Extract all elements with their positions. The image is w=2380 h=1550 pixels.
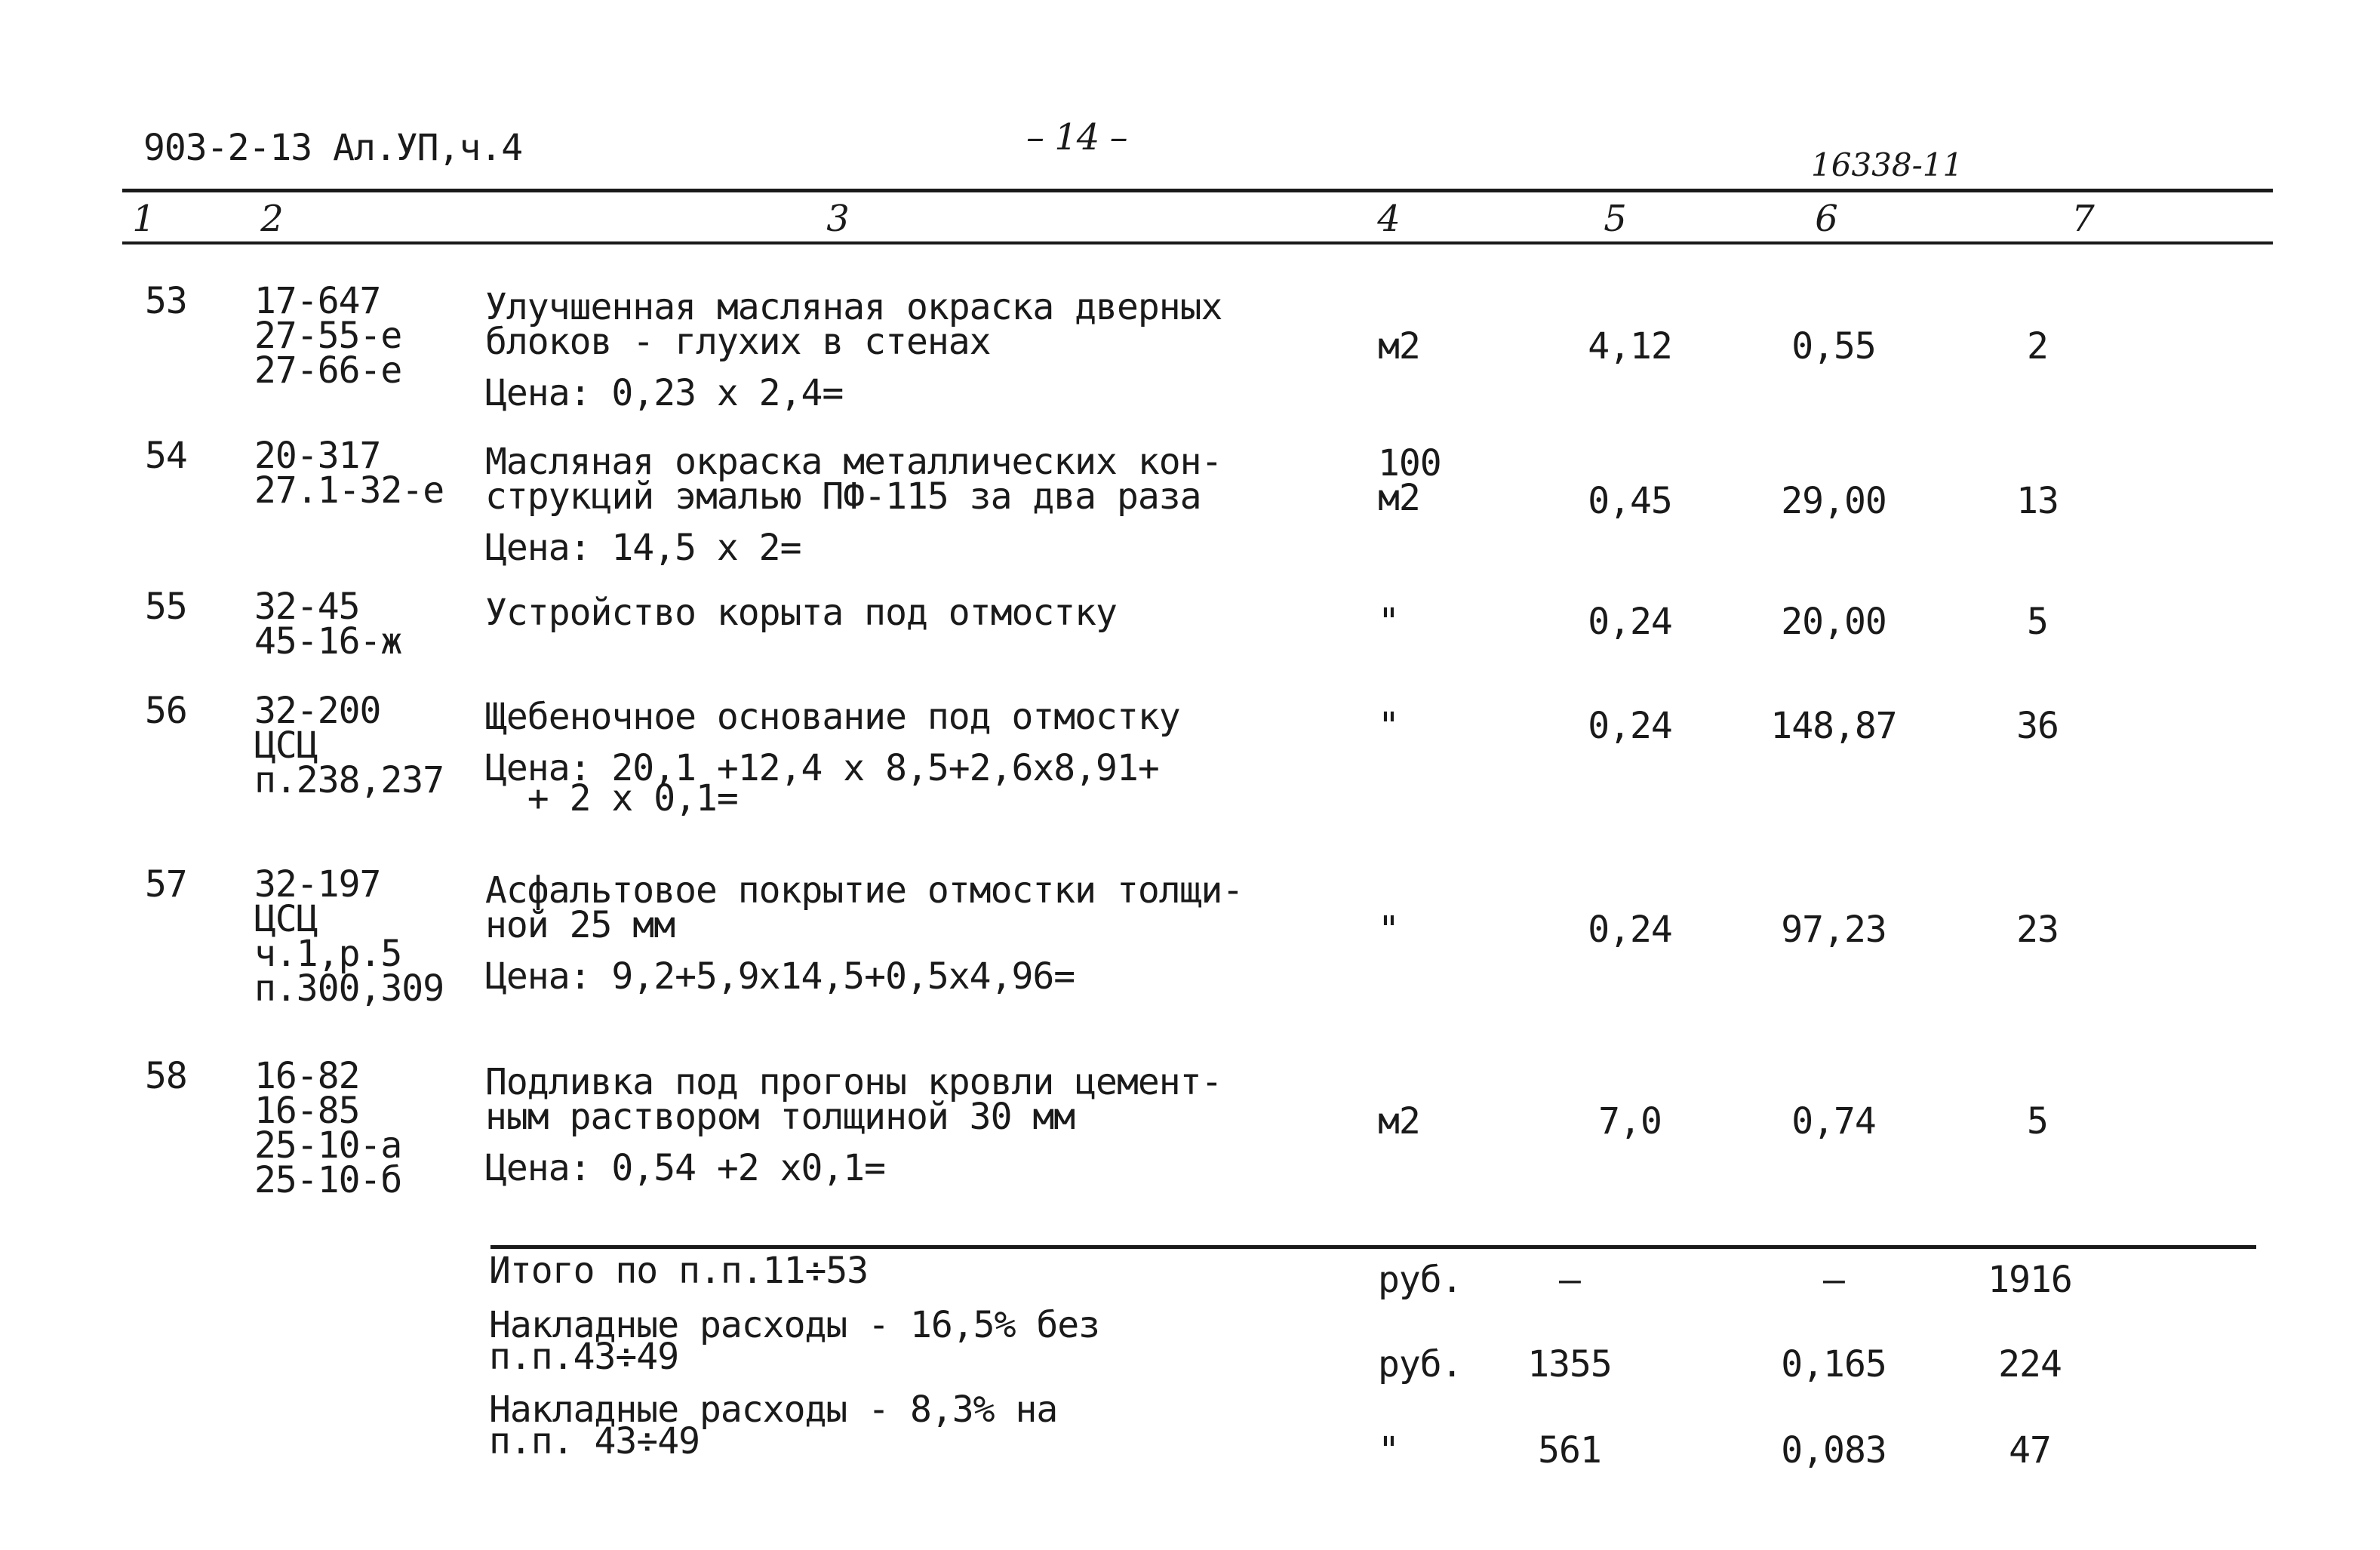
row-price-formula: Цена: 14,5 х 2= <box>485 527 801 569</box>
row-quantity: 0,24 <box>1588 909 1672 951</box>
row-code: 32-45 <box>254 586 360 628</box>
row-price-formula: Цена: 9,2+5,9х14,5+0,5х4,96= <box>485 955 1075 998</box>
summary-unit-price: – <box>1823 1259 1844 1301</box>
column-header: 3 <box>826 198 849 240</box>
row-code: 16-82 <box>254 1055 360 1097</box>
row-unit-price: 20,00 <box>1781 601 1886 643</box>
summary-total: 224 <box>1998 1343 2062 1385</box>
row-unit-price: 148,87 <box>1770 705 1897 747</box>
summary-unit-price: 0,165 <box>1781 1343 1886 1385</box>
summary-total: 47 <box>2009 1429 2051 1472</box>
row-quantity: 4,12 <box>1588 325 1672 368</box>
row-unit: м2 <box>1378 1100 1420 1143</box>
row-code: п.238,237 <box>254 759 444 801</box>
summary-unit-price: 0,083 <box>1781 1429 1886 1472</box>
row-code: 45-16-ж <box>254 620 402 663</box>
table-header-rule <box>122 241 2273 244</box>
column-header: 2 <box>260 198 283 240</box>
row-price-formula: + 2 х 0,1= <box>485 777 738 820</box>
row-quantity: 0,45 <box>1588 480 1672 522</box>
row-code: 32-197 <box>254 863 381 906</box>
row-unit: 100 <box>1378 442 1441 484</box>
row-code: п.300,309 <box>254 967 444 1010</box>
summary-rule <box>490 1245 2256 1249</box>
summary-label: Накладные расходы - 8,3% на <box>489 1389 1058 1431</box>
row-number: 58 <box>145 1055 187 1097</box>
row-number: 56 <box>145 690 187 732</box>
row-description: ной 25 мм <box>485 904 675 946</box>
summary-quantity: 561 <box>1538 1429 1601 1472</box>
row-total: 5 <box>2027 1100 2048 1143</box>
row-number: 57 <box>145 863 187 906</box>
row-total: 23 <box>2016 909 2059 951</box>
row-code: 27.1-32-е <box>254 469 444 512</box>
row-unit-price: 0,55 <box>1791 325 1876 368</box>
row-price-formula: Цена: 20,1 +12,4 х 8,5+2,6х8,91+ <box>485 747 1159 789</box>
row-description: ным раствором толщиной 30 мм <box>485 1096 1075 1138</box>
row-code: 25-10-а <box>254 1124 402 1167</box>
row-quantity: 7,0 <box>1598 1100 1662 1143</box>
row-price-formula: Цена: 0,54 +2 х0,1= <box>485 1147 886 1189</box>
row-code: 32-200 <box>254 690 381 732</box>
row-quantity: 0,24 <box>1588 705 1672 747</box>
row-number: 53 <box>145 280 187 322</box>
row-unit: м2 <box>1378 477 1420 519</box>
row-unit: " <box>1378 601 1399 643</box>
row-description: Улучшенная масляная окраска дверных <box>485 286 1222 328</box>
row-total: 5 <box>2027 601 2048 643</box>
row-code: 16-85 <box>254 1090 360 1132</box>
row-code: 17-647 <box>254 280 381 322</box>
row-description: Устройство корыта под отмостку <box>485 592 1117 634</box>
summary-label: п.п.43÷49 <box>489 1336 679 1378</box>
row-description: Масляная окраска металлических кон- <box>485 441 1222 483</box>
row-unit-price: 29,00 <box>1781 480 1886 522</box>
summary-label: Итого по п.п.11÷53 <box>489 1250 869 1292</box>
row-code: 27-66-е <box>254 349 402 392</box>
row-total: 36 <box>2016 705 2059 747</box>
row-unit-price: 0,74 <box>1791 1100 1876 1143</box>
summary-unit: " <box>1378 1429 1399 1472</box>
row-code: ЦСЦ <box>254 898 318 940</box>
row-total: 13 <box>2016 480 2059 522</box>
row-description: Подливка под прогоны кровли цемент- <box>485 1061 1222 1103</box>
column-header: 5 <box>1604 198 1626 240</box>
row-unit-price: 97,23 <box>1781 909 1886 951</box>
row-code: 25-10-б <box>254 1159 402 1201</box>
summary-quantity: – <box>1559 1259 1580 1301</box>
sheet-number: 16338-11 <box>1811 146 1963 183</box>
row-code: ч.1,р.5 <box>254 933 402 975</box>
row-number: 55 <box>145 586 187 628</box>
row-description: Асфальтовое покрытие отмостки толщи- <box>485 869 1244 912</box>
row-quantity: 0,24 <box>1588 601 1672 643</box>
column-header: 1 <box>132 198 155 240</box>
summary-quantity: 1355 <box>1527 1343 1612 1385</box>
row-code: 27-55-е <box>254 315 402 357</box>
document-code: 903-2-13 Ал.УП,ч.4 <box>143 127 523 169</box>
table-top-rule <box>122 189 2273 192</box>
row-description: струкций эмалью ПФ-115 за два раза <box>485 475 1201 518</box>
row-total: 2 <box>2027 325 2048 368</box>
page-number: – 14 – <box>1026 116 1127 158</box>
summary-unit: руб. <box>1378 1259 1462 1301</box>
row-unit: " <box>1378 909 1399 951</box>
summary-total: 1916 <box>1988 1259 2072 1301</box>
row-number: 54 <box>145 435 187 477</box>
row-code: 20-317 <box>254 435 381 477</box>
column-header: 7 <box>2071 198 2094 240</box>
column-header: 6 <box>1815 198 1837 240</box>
row-code: ЦСЦ <box>254 724 318 767</box>
row-unit: м2 <box>1378 325 1420 368</box>
summary-unit: руб. <box>1378 1343 1462 1385</box>
row-description: Щебеночное основание под отмостку <box>485 696 1180 738</box>
summary-label: п.п. 43÷49 <box>489 1420 700 1462</box>
row-price-formula: Цена: 0,23 х 2,4= <box>485 372 844 414</box>
row-description: блоков - глухих в стенах <box>485 321 991 363</box>
column-header: 4 <box>1377 198 1400 240</box>
summary-label: Накладные расходы - 16,5% без <box>489 1304 1100 1346</box>
row-unit: " <box>1378 705 1399 747</box>
